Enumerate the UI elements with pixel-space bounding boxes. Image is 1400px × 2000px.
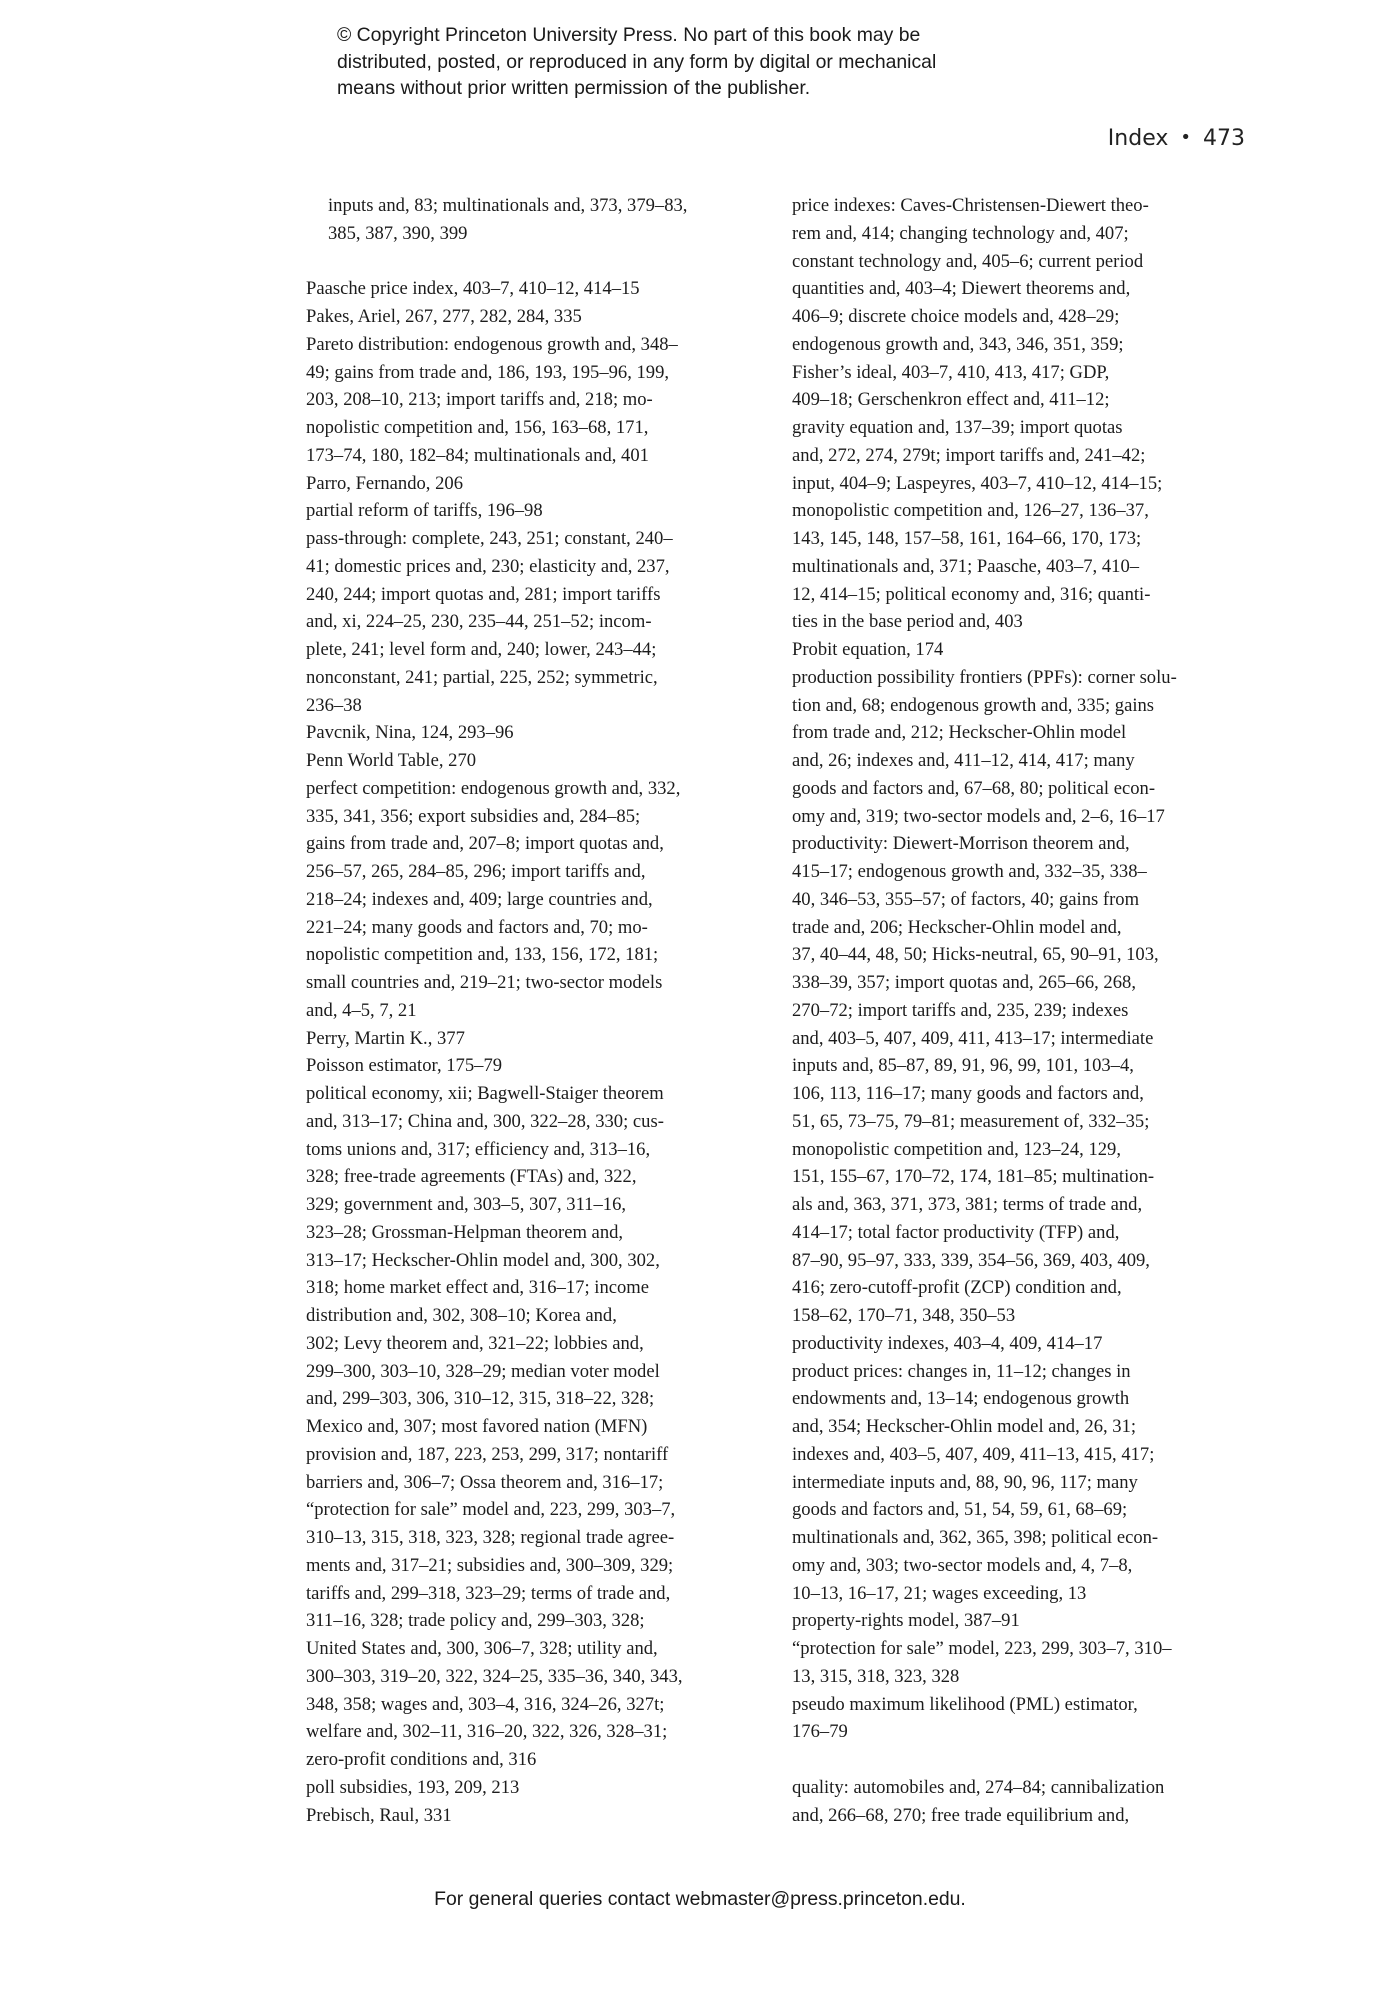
index-entry-line: nopolistic competition and, 156, 163–68, 171, — [306, 417, 649, 438]
index-entry-line: and, 272, 274, 279t; import tariffs and, 241–42; — [792, 444, 1146, 466]
index-entry-line: nonconstant, 241; partial, 225, 252; symmetric, — [306, 666, 658, 688]
index-entry-line: 10–13, 16–17, 21; wages exceeding, 13 — [792, 1582, 1087, 1604]
index-entry-line: 12, 414–15; political economy and, 316; quanti- — [792, 583, 1151, 605]
entry-gap — [792, 1746, 1254, 1774]
index-entry-line: 87–90, 95–97, 333, 339, 354–56, 369, 403, 409, — [792, 1249, 1150, 1271]
index-entry — [306, 303, 768, 331]
index-entry-line: 311–16, 328; trade policy and, 299–303, 328; — [306, 1610, 645, 1632]
index-entry-line: and, xi, 224–25, 230, 235–44, 251–52; incom- — [306, 611, 652, 633]
index-entry-line: 300–303, 319–20, 322, 324–25, 335–36, 340, 343, — [306, 1665, 683, 1687]
index-entry-line: 328; free-trade agreements (FTAs) and, 322, — [306, 1166, 637, 1188]
index-entry-line: property-rights model, 387–91 — [792, 1610, 1020, 1632]
index-entry-line: Poisson estimator, 175–79 — [306, 1055, 503, 1077]
index-entry-line: small countries and, 219–21; two-sector models — [306, 972, 663, 993]
index-entry-line: 51, 65, 73–75, 79–81; measurement of, 332–35; — [792, 1110, 1150, 1132]
index-entry — [792, 830, 1254, 1330]
index-entry-line: pseudo maximum likelihood (PML) estimator, — [792, 1693, 1138, 1715]
index-entry-line: omy and, 319; two-sector models and, 2–6, 16–17 — [792, 805, 1165, 827]
index-entry-line: quantities and, 403–4; Diewert theorems and, — [792, 278, 1131, 300]
index-entry-line: 143, 145, 148, 157–58, 161, 164–66, 170, 173; — [792, 528, 1142, 549]
index-entry-line: trade and, 206; Heckscher-Ohlin model and, — [792, 916, 1122, 938]
index-entry-line: nopolistic competition and, 133, 156, 172, 181; — [306, 944, 659, 966]
copyright-line: means without prior written permission of the publisher. — [337, 77, 811, 99]
index-entry-line: quality: automobiles and, 274–84; cannibalization — [792, 1776, 1165, 1798]
index-entry-line: 406–9; discrete choice models and, 428–29; — [792, 306, 1120, 327]
index-entry-line: production possibility frontiers (PPFs): corner solu- — [792, 666, 1177, 688]
index-entry — [792, 1691, 1254, 1747]
index-entry — [792, 1635, 1254, 1691]
index-entry-line: tariffs and, 299–318, 323–29; terms of trade and, — [306, 1582, 671, 1604]
index-entry-line: poll subsidies, 193, 209, 213 — [306, 1776, 520, 1798]
index-entry-line: endowments and, 13–14; endogenous growth — [792, 1388, 1130, 1410]
index-entry-line: multinationals and, 362, 365, 398; political econ- — [792, 1527, 1159, 1548]
index-entry-line: product prices: changes in, 11–12; changes in — [792, 1360, 1131, 1382]
index-entry-line: price indexes: Caves-Christensen-Diewert theo- — [792, 195, 1149, 216]
index-entry-line: Paasche price index, 403–7, 410–12, 414–15 — [306, 278, 640, 300]
index-entry — [792, 1607, 1254, 1635]
index-entry-line: 318; home market effect and, 316–17; income — [306, 1277, 650, 1299]
index-entry-line: from trade and, 212; Heckscher-Ohlin model — [792, 722, 1127, 744]
index-entry-line: pass-through: complete, 243, 251; constant, 240– — [306, 528, 673, 549]
bullet-separator: • — [1180, 127, 1191, 148]
index-entry-line: welfare and, 302–11, 316–20, 322, 326, 328–31; — [306, 1721, 668, 1743]
index-entry — [306, 1802, 768, 1830]
index-entry-line: 414–17; total factor productivity (TFP) and, — [792, 1221, 1120, 1243]
footer-contact: For general queries contact webmaster@press.princeton.edu. — [434, 1888, 966, 1910]
index-entry-line: barriers and, 306–7; Ossa theorem and, 316–17; — [306, 1471, 664, 1493]
index-entry-line: 299–300, 303–10, 328–29; median voter model — [306, 1360, 660, 1382]
index-entry — [792, 1330, 1254, 1358]
index-entry-line: goods and factors and, 51, 54, 59, 61, 68–69; — [792, 1499, 1128, 1521]
index-entry-line: 158–62, 170–71, 348, 350–53 — [792, 1305, 1016, 1326]
index-entry-line: zero-profit conditions and, 316 — [306, 1749, 537, 1770]
index-entry-line: 385, 387, 390, 399 — [328, 222, 468, 244]
index-entry-line: 37, 40–44, 48, 50; Hicks-neutral, 65, 90–91, 103, — [792, 944, 1159, 966]
index-entry-line: ties in the base period and, 403 — [792, 611, 1023, 633]
index-entry-line: constant technology and, 405–6; current period — [792, 250, 1144, 272]
index-entry-line: Penn World Table, 270 — [306, 750, 477, 771]
index-entry-line: distribution and, 302, 308–10; Korea and, — [306, 1305, 617, 1326]
index-entry-line: productivity: Diewert-Morrison theorem and, — [792, 833, 1130, 855]
running-head — [1108, 126, 1245, 151]
index-entry-line: Fisher’s ideal, 403–7, 410, 413, 417; GDP, — [792, 361, 1110, 383]
entry-gap — [306, 248, 768, 276]
index-entry — [792, 192, 1254, 636]
index-entry-line: Pareto distribution: endogenous growth and, 348– — [306, 333, 678, 355]
index-entry-line: provision and, 187, 223, 253, 299, 317; nontariff — [306, 1443, 669, 1465]
index-entry-line: 13, 315, 318, 323, 328 — [792, 1665, 960, 1687]
index-entry-line: 218–24; indexes and, 409; large countries and, — [306, 888, 653, 910]
page-number: 473 — [1203, 126, 1245, 151]
index-entry-line: intermediate inputs and, 88, 90, 96, 117; many — [792, 1471, 1138, 1493]
index-entry — [306, 1052, 768, 1080]
index-entry-line: “protection for sale” model, 223, 299, 303–7, 310– — [792, 1638, 1172, 1659]
index-entry-line: Parro, Fernando, 206 — [306, 472, 463, 494]
index-entry-line: Pakes, Ariel, 267, 277, 282, 284, 335 — [306, 306, 582, 327]
index-entry-line: political economy, xii; Bagwell-Staiger theorem — [306, 1083, 664, 1104]
index-entry-line: 310–13, 315, 318, 323, 328; regional trade agree- — [306, 1527, 675, 1548]
index-entry-line: Pavcnik, Nina, 124, 293–96 — [306, 722, 514, 744]
index-entry-line: 40, 346–53, 355–57; of factors, 40; gains from — [792, 888, 1140, 910]
index-entry-line: 270–72; import tariffs and, 235, 239; indexes — [792, 999, 1129, 1021]
index-entry-line: 151, 155–67, 170–72, 174, 181–85; multination- — [792, 1166, 1155, 1188]
index-entry-line: goods and factors and, 67–68, 80; political econ- — [792, 777, 1156, 799]
index-entry-line: 338–39, 357; import quotas and, 265–66, 268, — [792, 972, 1136, 993]
index-entry-line: 49; gains from trade and, 186, 193, 195–96, 199, — [306, 361, 670, 383]
index-entry — [792, 1774, 1254, 1830]
index-entry-line: inputs and, 83; multinationals and, 373, 379–83, — [328, 195, 688, 216]
index-entry-line: Prebisch, Raul, 331 — [306, 1804, 452, 1826]
copyright-line: © Copyright Princeton University Press. No part of this book may be — [337, 24, 921, 46]
index-entry — [792, 636, 1254, 664]
index-entry-line: and, 4–5, 7, 21 — [306, 999, 417, 1021]
index-entry — [306, 275, 768, 303]
index-entry-line: 173–74, 180, 182–84; multinationals and, 401 — [306, 444, 649, 466]
index-entry-line: productivity indexes, 403–4, 409, 414–17 — [792, 1332, 1103, 1354]
index-entry — [306, 525, 768, 719]
index-entry — [306, 497, 768, 525]
index-entry-line: multinationals and, 371; Paasche, 403–7, 410– — [792, 555, 1140, 577]
index-entry-line: monopolistic competition and, 126–27, 136–37, — [792, 500, 1149, 522]
index-entry — [306, 747, 768, 775]
index-entry — [792, 664, 1254, 831]
index-entry — [306, 775, 768, 1025]
index-entry-line: 409–18; Gerschenkron effect and, 411–12; — [792, 389, 1110, 411]
index-entry-line: omy and, 303; two-sector models and, 4, 7–8, — [792, 1554, 1133, 1576]
section-title: Index — [1107, 126, 1169, 151]
index-entry-line: plete, 241; level form and, 240; lower, 243–44; — [306, 639, 657, 660]
index-entry-line: 313–17; Heckscher-Ohlin model and, 300, 302, — [306, 1249, 660, 1271]
index-entry-line: Perry, Martin K., 377 — [306, 1027, 465, 1049]
index-entry-line: and, 299–303, 306, 310–12, 315, 318–22, 328; — [306, 1388, 655, 1410]
index-entry-line: 236–38 — [306, 694, 362, 716]
copyright-line: distributed, posted, or reproduced in any form by digital or mechanical — [337, 50, 937, 73]
index-entry-line: and, 354; Heckscher-Ohlin model and, 26, 31; — [792, 1416, 1137, 1437]
index-entry — [306, 470, 768, 498]
index-entry-line: gravity equation and, 137–39; import quotas — [792, 417, 1123, 438]
index-entry-line: tion and, 68; endogenous growth and, 335; gains — [792, 694, 1155, 716]
index-entry-line: 256–57, 265, 284–85, 296; import tariffs and, — [306, 861, 646, 882]
index-entry-line: and, 266–68, 270; free trade equilibrium and, — [792, 1804, 1130, 1826]
index-column-right — [792, 192, 1254, 1829]
index-entry — [306, 1774, 768, 1802]
index-entry-line: monopolistic competition and, 123–24, 129, — [792, 1138, 1121, 1160]
index-entry — [306, 331, 768, 470]
index-column-left — [306, 192, 768, 1829]
index-entry-line: indexes and, 403–5, 407, 409, 411–13, 415, 417; — [792, 1443, 1155, 1465]
index-entry-line: 348, 358; wages and, 303–4, 316, 324–26, 327t; — [306, 1693, 665, 1715]
index-entry-line: 416; zero-cutoff-profit (ZCP) condition and, — [792, 1277, 1122, 1299]
index-entry-line: endogenous growth and, 343, 346, 351, 359; — [792, 333, 1124, 355]
index-entry-line: 106, 113, 116–17; many goods and factors and, — [792, 1083, 1144, 1104]
index-entry — [306, 192, 768, 248]
copyright-notice — [337, 22, 1137, 102]
index-entry-line: and, 313–17; China and, 300, 322–28, 330; cus- — [306, 1110, 664, 1132]
index-entry — [306, 1080, 768, 1774]
index-entry-line: United States and, 300, 306–7, 328; utility and, — [306, 1638, 658, 1659]
index-entry-line: input, 404–9; Laspeyres, 403–7, 410–12, 414–15; — [792, 472, 1163, 494]
index-entry-line: 203, 208–10, 213; import tariffs and, 218; mo- — [306, 389, 653, 411]
index-entry-line: 221–24; many goods and factors and, 70; mo- — [306, 916, 648, 938]
index-entry — [306, 1025, 768, 1053]
index-entry-line: als and, 363, 371, 373, 381; terms of trade and, — [792, 1194, 1143, 1215]
index-entry-line: gains from trade and, 207–8; import quotas and, — [306, 833, 664, 855]
index-entry-line: 329; government and, 303–5, 307, 311–16, — [306, 1194, 627, 1215]
index-entry-line: 176–79 — [792, 1721, 848, 1743]
index-entry-line: perfect competition: endogenous growth and, 332, — [306, 777, 681, 799]
index-entry — [306, 719, 768, 747]
index-entry-line: 415–17; endogenous growth and, 332–35, 338– — [792, 861, 1147, 882]
index-entry-line: 41; domestic prices and, 230; elasticity and, 237, — [306, 555, 670, 577]
index-entry-line: ments and, 317–21; subsidies and, 300–309, 329; — [306, 1554, 674, 1576]
index-entry-line: “protection for sale” model and, 223, 299, 303–7, — [306, 1499, 676, 1521]
index-entry-line: 302; Levy theorem and, 321–22; lobbies and, — [306, 1332, 644, 1354]
index-entry-line: and, 403–5, 407, 409, 411, 413–17; intermediate — [792, 1027, 1154, 1049]
index-entry-line: 240, 244; import quotas and, 281; import tariffs — [306, 583, 661, 605]
index-entry-line: toms unions and, 317; efficiency and, 313–16, — [306, 1138, 651, 1160]
index-entry-line: rem and, 414; changing technology and, 407; — [792, 222, 1129, 244]
index-entry-line: partial reform of tariffs, 196–98 — [306, 500, 543, 522]
index-entry-line: 323–28; Grossman-Helpman theorem and, — [306, 1221, 624, 1243]
index-entry — [792, 1358, 1254, 1608]
index-entry-line: and, 26; indexes and, 411–12, 414, 417; many — [792, 750, 1135, 771]
index-entry-line: inputs and, 85–87, 89, 91, 96, 99, 101, 103–4, — [792, 1055, 1134, 1077]
index-entry-line: Mexico and, 307; most favored nation (MFN) — [306, 1416, 648, 1437]
index-entry-line: Probit equation, 174 — [792, 639, 944, 660]
index-entry-line: 335, 341, 356; export subsidies and, 284–85; — [306, 805, 641, 827]
